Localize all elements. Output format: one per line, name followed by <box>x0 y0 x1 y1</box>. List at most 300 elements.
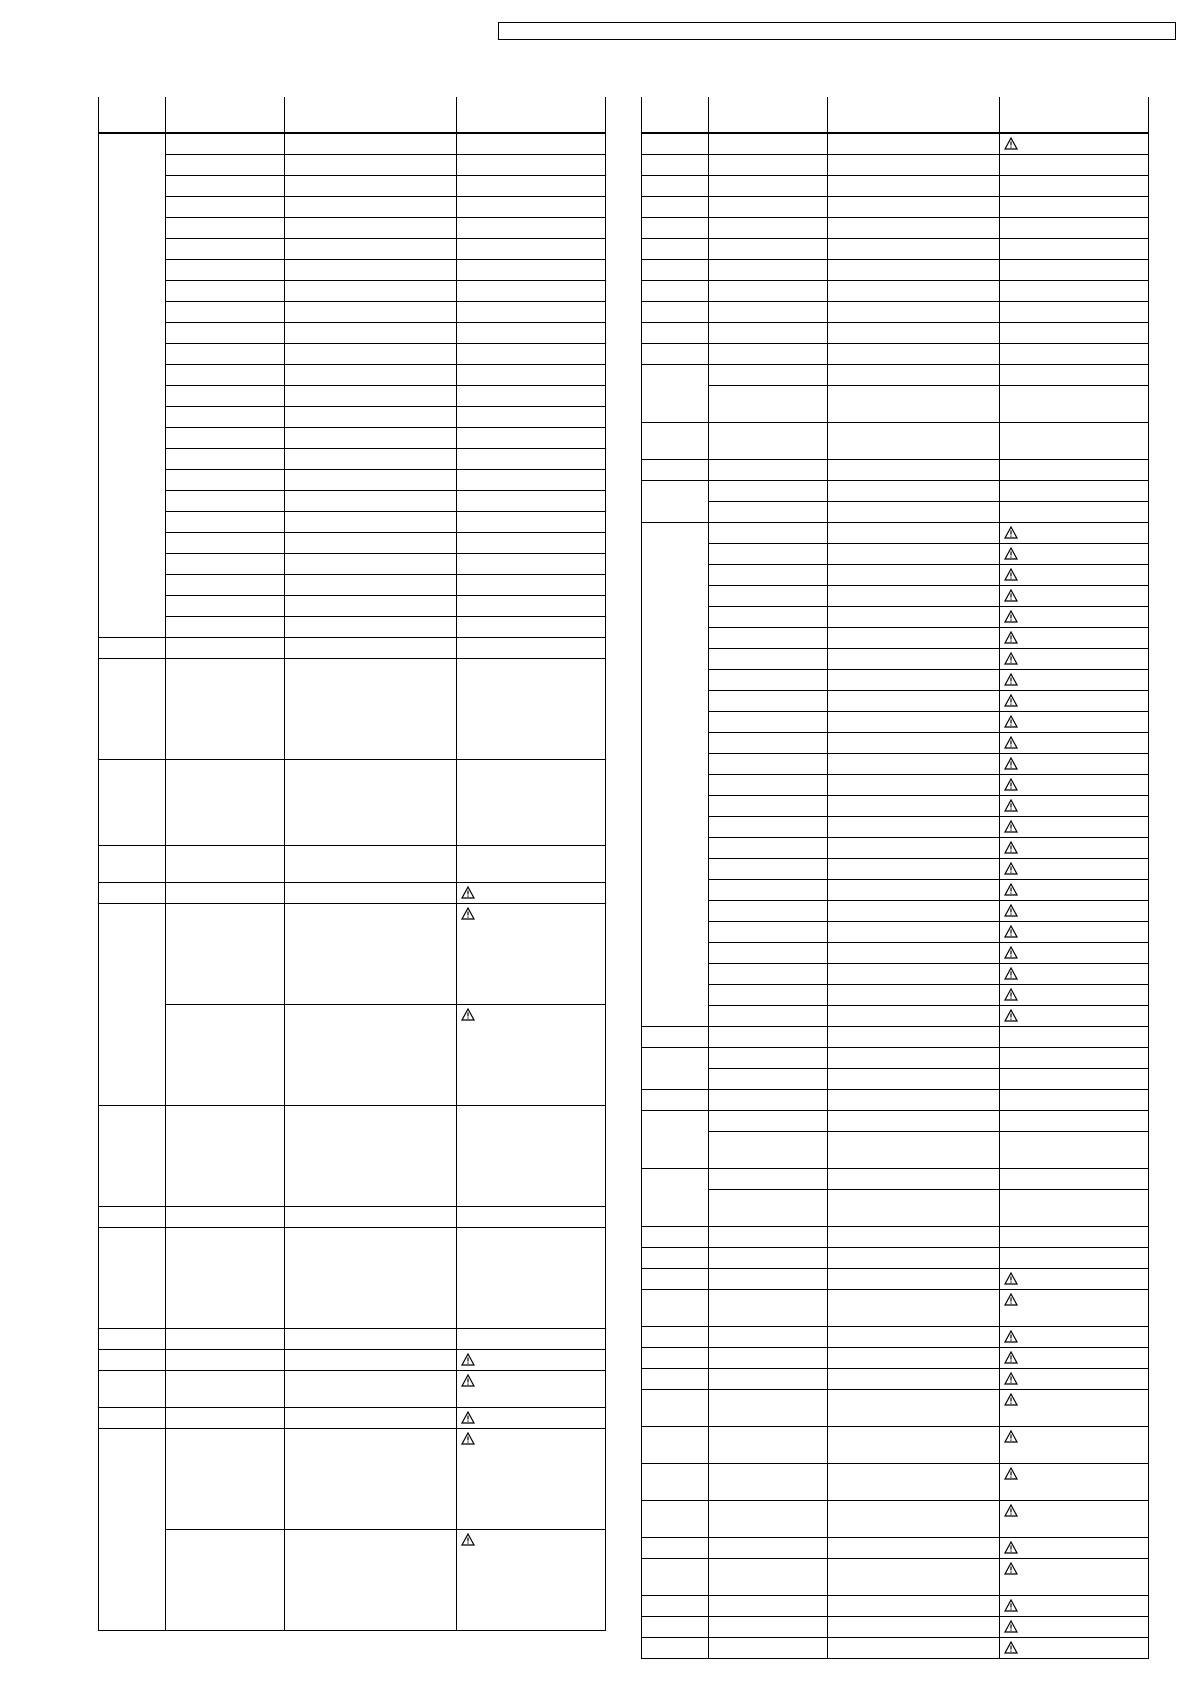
remarks-cell <box>1000 901 1149 922</box>
description-cell <box>285 1408 457 1429</box>
warning-triangle-icon <box>1004 967 1018 980</box>
description-cell <box>828 1390 1000 1427</box>
remarks-cell <box>457 218 606 239</box>
part-no-cell <box>709 691 828 712</box>
part-no-cell <box>166 617 285 638</box>
description-cell <box>285 1371 457 1408</box>
description-cell <box>285 1207 457 1228</box>
warning-triangle-icon <box>1004 137 1018 150</box>
remarks-cell <box>457 491 606 512</box>
description-cell <box>285 1005 457 1106</box>
remarks-cell <box>457 1350 606 1371</box>
part-no-cell <box>709 1427 828 1464</box>
remarks-cell <box>457 365 606 386</box>
part-no-cell <box>709 586 828 607</box>
remarks-cell <box>1000 922 1149 943</box>
table-header-row <box>99 97 606 133</box>
description-cell <box>828 1069 1000 1090</box>
description-cell <box>285 302 457 323</box>
ref-cell <box>642 1538 709 1559</box>
description-cell <box>828 775 1000 796</box>
part-no-cell <box>709 943 828 964</box>
table-row <box>99 575 606 596</box>
ref-cell <box>99 1371 166 1408</box>
ref-cell <box>642 218 709 239</box>
remarks-cell <box>457 1228 606 1329</box>
warning-triangle-icon <box>461 1353 475 1366</box>
part-no-cell <box>709 1327 828 1348</box>
part-no-cell <box>709 565 828 586</box>
ref-cell <box>99 1429 166 1631</box>
table-row <box>642 859 1149 880</box>
remarks-cell <box>1000 260 1149 281</box>
part-no-cell <box>166 428 285 449</box>
description-cell <box>285 449 457 470</box>
part-no-cell <box>166 1106 285 1207</box>
description-cell <box>285 176 457 197</box>
description-cell <box>828 1048 1000 1069</box>
description-cell <box>285 239 457 260</box>
description-cell <box>828 1169 1000 1190</box>
remarks-cell <box>1000 1596 1149 1617</box>
table-row <box>99 1106 606 1207</box>
table-row <box>99 760 606 846</box>
part-no-cell <box>709 1248 828 1269</box>
table-row <box>99 218 606 239</box>
table-header-row <box>642 97 1149 133</box>
table-row <box>642 712 1149 733</box>
table-row <box>99 1350 606 1371</box>
column-header <box>1000 97 1149 133</box>
table-row <box>99 155 606 176</box>
description-cell <box>285 760 457 846</box>
warning-triangle-icon <box>1004 1562 1018 1575</box>
description-cell <box>285 554 457 575</box>
part-no-cell <box>166 512 285 533</box>
warning-triangle-icon <box>461 1432 475 1445</box>
description-cell <box>828 712 1000 733</box>
part-no-cell <box>709 754 828 775</box>
remarks-cell <box>457 281 606 302</box>
table-row <box>642 1090 1149 1111</box>
remarks-cell <box>1000 523 1149 544</box>
description-cell <box>285 1329 457 1350</box>
remarks-cell <box>1000 1501 1149 1538</box>
remarks-cell <box>457 638 606 659</box>
description-cell <box>828 733 1000 754</box>
table-row <box>99 617 606 638</box>
remarks-cell <box>1000 586 1149 607</box>
table-row <box>99 1371 606 1408</box>
description-cell <box>285 1228 457 1329</box>
ref-cell <box>99 1350 166 1371</box>
table-row <box>99 344 606 365</box>
ref-cell <box>642 1369 709 1390</box>
table-row <box>642 176 1149 197</box>
column-header <box>828 97 1000 133</box>
ref-cell <box>642 1390 709 1427</box>
warning-triangle-icon <box>1004 631 1018 644</box>
warning-triangle-icon <box>1004 1009 1018 1022</box>
table-row <box>99 260 606 281</box>
warning-triangle-icon <box>1004 988 1018 1001</box>
remarks-cell <box>1000 1290 1149 1327</box>
part-no-cell <box>709 197 828 218</box>
table-row <box>642 1559 1149 1596</box>
ref-cell <box>642 344 709 365</box>
remarks-cell <box>1000 649 1149 670</box>
part-no-cell <box>709 901 828 922</box>
table-row <box>99 239 606 260</box>
table-row <box>642 1069 1149 1090</box>
table-row <box>642 796 1149 817</box>
ref-cell <box>642 260 709 281</box>
ref-cell <box>642 239 709 260</box>
table-row <box>642 1248 1149 1269</box>
remarks-cell <box>1000 302 1149 323</box>
remarks-cell <box>457 533 606 554</box>
remarks-cell <box>457 760 606 846</box>
remarks-cell <box>1000 155 1149 176</box>
table-row <box>642 1638 1149 1659</box>
part-no-cell <box>709 628 828 649</box>
column-header <box>166 97 285 133</box>
ref-cell <box>99 904 166 1106</box>
remarks-cell <box>457 575 606 596</box>
warning-triangle-icon <box>461 886 475 899</box>
ref-cell <box>99 846 166 883</box>
description-cell <box>828 670 1000 691</box>
ref-cell <box>642 1169 709 1227</box>
remarks-cell <box>1000 544 1149 565</box>
warning-triangle-icon <box>1004 883 1018 896</box>
description-cell <box>828 1027 1000 1048</box>
part-no-cell <box>709 964 828 985</box>
description-cell <box>285 428 457 449</box>
ref-cell <box>642 281 709 302</box>
column-header <box>709 97 828 133</box>
remarks-cell <box>457 554 606 575</box>
remarks-cell <box>1000 754 1149 775</box>
table-row <box>642 964 1149 985</box>
warning-triangle-icon <box>1004 673 1018 686</box>
ref-cell <box>642 197 709 218</box>
warning-triangle-icon <box>1004 1372 1018 1385</box>
description-cell <box>828 1190 1000 1227</box>
part-no-cell <box>709 1169 828 1190</box>
table-row <box>642 670 1149 691</box>
table-row <box>642 1327 1149 1348</box>
warning-triangle-icon <box>1004 820 1018 833</box>
remarks-cell <box>1000 133 1149 155</box>
description-cell <box>285 904 457 1005</box>
table-row <box>99 281 606 302</box>
warning-triangle-icon <box>1004 1351 1018 1364</box>
part-no-cell <box>166 1371 285 1408</box>
remarks-cell <box>1000 323 1149 344</box>
part-no-cell <box>709 607 828 628</box>
table-row <box>99 407 606 428</box>
table-row <box>99 596 606 617</box>
page-header-box <box>498 22 1176 40</box>
table-row <box>642 197 1149 218</box>
remarks-cell <box>1000 880 1149 901</box>
description-cell <box>828 544 1000 565</box>
description-cell <box>828 323 1000 344</box>
ref-cell <box>642 133 709 155</box>
part-no-cell <box>166 1228 285 1329</box>
description-cell <box>285 491 457 512</box>
table-row <box>642 281 1149 302</box>
table-row <box>642 1369 1149 1390</box>
description-cell <box>828 502 1000 523</box>
remarks-cell <box>1000 239 1149 260</box>
description-cell <box>828 1348 1000 1369</box>
remarks-cell <box>1000 565 1149 586</box>
description-cell <box>285 365 457 386</box>
part-no-cell <box>709 260 828 281</box>
part-no-cell <box>166 1005 285 1106</box>
part-no-cell <box>709 1132 828 1169</box>
remarks-cell <box>457 1530 606 1631</box>
remarks-cell <box>1000 859 1149 880</box>
table-row <box>642 423 1149 460</box>
warning-triangle-icon <box>1004 1393 1018 1406</box>
table-row <box>99 449 606 470</box>
part-no-cell <box>709 1617 828 1638</box>
ref-cell <box>642 1090 709 1111</box>
description-cell <box>828 1538 1000 1559</box>
description-cell <box>285 575 457 596</box>
part-no-cell <box>709 176 828 197</box>
remarks-cell <box>457 133 606 155</box>
description-cell <box>285 596 457 617</box>
ref-cell <box>642 423 709 460</box>
warning-triangle-icon <box>1004 1641 1018 1654</box>
table-row <box>642 565 1149 586</box>
remarks-cell <box>1000 1006 1149 1027</box>
description-cell <box>828 565 1000 586</box>
warning-triangle-icon <box>1004 757 1018 770</box>
remarks-cell <box>1000 1269 1149 1290</box>
part-no-cell <box>709 302 828 323</box>
part-no-cell <box>709 817 828 838</box>
part-no-cell <box>166 239 285 260</box>
ref-cell <box>99 1329 166 1350</box>
table-row <box>642 1132 1149 1169</box>
part-no-cell <box>709 775 828 796</box>
table-row <box>99 323 606 344</box>
warning-triangle-icon <box>1004 1467 1018 1480</box>
warning-triangle-icon <box>1004 526 1018 539</box>
remarks-cell <box>1000 1390 1149 1427</box>
column-header <box>285 97 457 133</box>
table-row <box>642 817 1149 838</box>
warning-triangle-icon <box>1004 799 1018 812</box>
remarks-cell <box>1000 1048 1149 1069</box>
ref-cell <box>642 1327 709 1348</box>
remarks-cell <box>1000 1464 1149 1501</box>
remarks-cell <box>1000 712 1149 733</box>
table-row <box>99 1530 606 1631</box>
remarks-cell <box>1000 964 1149 985</box>
remarks-cell <box>1000 1369 1149 1390</box>
table-row <box>642 1427 1149 1464</box>
part-no-cell <box>709 155 828 176</box>
table-row <box>99 883 606 904</box>
table-row <box>642 691 1149 712</box>
description-cell <box>828 1006 1000 1027</box>
table-row <box>99 1005 606 1106</box>
remarks-cell <box>457 1408 606 1429</box>
remarks-cell <box>1000 1227 1149 1248</box>
description-cell <box>285 846 457 883</box>
part-no-cell <box>709 1190 828 1227</box>
part-no-cell <box>166 133 285 155</box>
remarks-cell <box>1000 1027 1149 1048</box>
warning-triangle-icon <box>1004 568 1018 581</box>
table-row <box>642 544 1149 565</box>
part-no-cell <box>166 575 285 596</box>
part-no-cell <box>166 470 285 491</box>
part-no-cell <box>166 1207 285 1228</box>
part-no-cell <box>166 883 285 904</box>
part-no-cell <box>709 922 828 943</box>
part-no-cell <box>166 904 285 1005</box>
description-cell <box>828 691 1000 712</box>
remarks-cell <box>457 323 606 344</box>
remarks-cell <box>1000 365 1149 386</box>
description-cell <box>828 1111 1000 1132</box>
table-row <box>99 1228 606 1329</box>
description-cell <box>285 386 457 407</box>
remarks-cell <box>1000 1090 1149 1111</box>
remarks-cell <box>1000 817 1149 838</box>
remarks-cell <box>457 1371 606 1408</box>
table-row <box>642 1111 1149 1132</box>
ref-cell <box>642 1427 709 1464</box>
ref-cell <box>642 1111 709 1169</box>
part-no-cell <box>166 1329 285 1350</box>
ref-cell <box>642 1248 709 1269</box>
part-no-cell <box>709 649 828 670</box>
description-cell <box>828 133 1000 155</box>
ref-cell <box>99 1228 166 1329</box>
table-row <box>99 470 606 491</box>
remarks-cell <box>457 1207 606 1228</box>
table-row <box>642 1464 1149 1501</box>
part-no-cell <box>166 1429 285 1530</box>
remarks-cell <box>457 846 606 883</box>
part-no-cell <box>709 1027 828 1048</box>
table-row <box>99 133 606 155</box>
part-no-cell <box>166 365 285 386</box>
table-row <box>642 775 1149 796</box>
warning-triangle-icon <box>1004 1272 1018 1285</box>
remarks-cell <box>1000 1190 1149 1227</box>
part-no-cell <box>166 344 285 365</box>
remarks-cell <box>457 197 606 218</box>
table-row <box>99 1329 606 1350</box>
remarks-cell <box>457 407 606 428</box>
part-no-cell <box>166 197 285 218</box>
table-row <box>642 628 1149 649</box>
description-cell <box>828 817 1000 838</box>
ref-cell <box>642 481 709 523</box>
part-no-cell <box>166 1350 285 1371</box>
description-cell <box>285 155 457 176</box>
description-cell <box>828 1638 1000 1659</box>
part-no-cell <box>166 281 285 302</box>
part-no-cell <box>709 323 828 344</box>
remarks-cell <box>457 449 606 470</box>
description-cell <box>828 1559 1000 1596</box>
remarks-cell <box>457 302 606 323</box>
description-cell <box>828 423 1000 460</box>
ref-cell <box>642 1617 709 1638</box>
remarks-cell <box>1000 670 1149 691</box>
part-no-cell <box>709 1006 828 1027</box>
description-cell <box>285 1106 457 1207</box>
table-row <box>99 846 606 883</box>
remarks-cell <box>1000 197 1149 218</box>
description-cell <box>828 197 1000 218</box>
part-no-cell <box>709 133 828 155</box>
warning-triangle-icon <box>1004 1541 1018 1554</box>
table-row <box>642 133 1149 155</box>
ref-cell <box>99 883 166 904</box>
part-no-cell <box>709 386 828 423</box>
description-cell <box>285 470 457 491</box>
ref-cell <box>99 760 166 846</box>
part-no-cell <box>709 1464 828 1501</box>
remarks-cell <box>1000 796 1149 817</box>
warning-triangle-icon <box>1004 862 1018 875</box>
part-no-cell <box>709 218 828 239</box>
description-cell <box>828 1596 1000 1617</box>
warning-triangle-icon <box>1004 1620 1018 1633</box>
part-no-cell <box>709 1369 828 1390</box>
ref-cell <box>99 1408 166 1429</box>
ref-cell <box>642 302 709 323</box>
description-cell <box>828 1269 1000 1290</box>
ref-cell <box>642 1596 709 1617</box>
ref-cell <box>642 176 709 197</box>
warning-triangle-icon <box>1004 547 1018 560</box>
ref-cell <box>642 1048 709 1090</box>
description-cell <box>828 155 1000 176</box>
warning-triangle-icon <box>1004 1599 1018 1612</box>
part-no-cell <box>709 460 828 481</box>
part-no-cell <box>166 760 285 846</box>
description-cell <box>828 628 1000 649</box>
part-no-cell <box>709 733 828 754</box>
description-cell <box>828 1464 1000 1501</box>
description-cell <box>828 239 1000 260</box>
remarks-cell <box>1000 985 1149 1006</box>
ref-cell <box>99 133 166 638</box>
warning-triangle-icon <box>1004 694 1018 707</box>
part-no-cell <box>709 1559 828 1596</box>
warning-triangle-icon <box>1004 589 1018 602</box>
remarks-cell <box>1000 838 1149 859</box>
description-cell <box>828 880 1000 901</box>
table-row <box>99 386 606 407</box>
description-cell <box>828 943 1000 964</box>
table-row <box>642 838 1149 859</box>
remarks-cell <box>457 904 606 1005</box>
column-header <box>642 97 709 133</box>
